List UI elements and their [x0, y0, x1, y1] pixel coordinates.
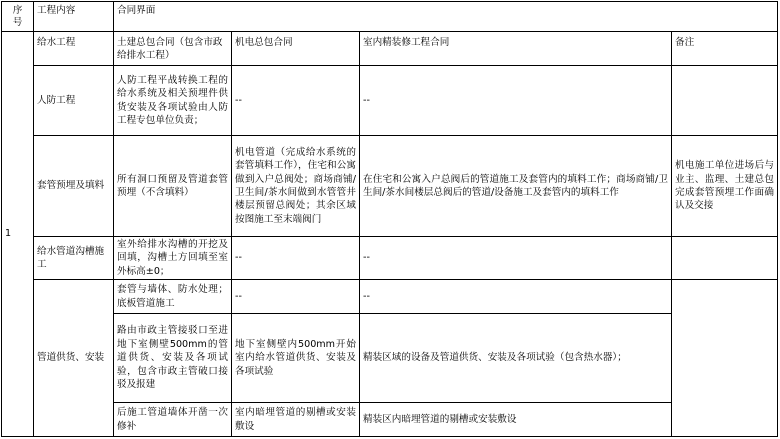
table-border-bottom [1, 436, 777, 437]
col-water-supply-label: 给水工程 [37, 37, 76, 48]
row-pipe-supply-sub2-mep: 地下室侧壁内500mm开始室内给水管道供货、安装及各项试验 [235, 338, 356, 377]
row-sleeve-name: 套管预埋及填料 [37, 180, 105, 192]
col-civil-label: 土建总包合同（包含市政给排水工程） [117, 37, 223, 62]
row-sleeve-remarks: 机电施工单位进场后与业主、监理、土建总包完成套管预埋工作面确认及交接 [675, 160, 774, 212]
row-pipe-supply-sub1-mep: -- [235, 290, 242, 302]
row-civil-defense-remarks [672, 66, 777, 135]
row-pipe-supply-sub3-interior: 精装区内暗埋管道的剔槽或安装敷设 [363, 413, 517, 425]
row-sleeve-civil: 所有洞口预留及管道套管预埋（不含填料） [117, 173, 228, 198]
row-civil-defense-interior: -- [363, 94, 370, 106]
table-border-right [777, 1, 778, 437]
row-trench-civil: 室外给排水沟槽的开挖及回填，沟槽土方回填至室外标高±0； [117, 238, 228, 277]
row-civil-defense-civil: 人防工程平战转换工程的给水系统及相关预埋件供货安装及各项试验由人防工程专包单位负责； [117, 74, 228, 126]
seq-number-cell [2, 32, 33, 436]
col-mep [232, 32, 359, 65]
row-civil-defense-mep: -- [235, 94, 242, 106]
row-pipe-supply-sub3-civil: 后施工管道墙体开凿一次修补 [117, 407, 228, 432]
header-contract-interface-label: 合同界面 [117, 5, 156, 16]
row-pipe-supply-sub2-interior: 精装区域的设备及管道供货、安装及各项试验（包含热水器）； [363, 352, 627, 364]
row-trench-name: 给水管道沟槽施工 [37, 245, 105, 270]
col-mep-label: 机电总包合同 [235, 37, 293, 48]
col-remarks [672, 32, 777, 65]
header-project-content-label: 工程内容 [37, 5, 76, 16]
header-project-content [34, 2, 113, 31]
col-civil [114, 32, 231, 65]
row-pipe-supply-name: 管道供货、安装 [37, 352, 105, 364]
row-civil-defense-name: 人防工程 [37, 94, 76, 106]
row-pipe-supply-sub1-interior: -- [363, 290, 370, 302]
row-trench-mep: -- [235, 252, 242, 264]
row-trench-interior: -- [363, 252, 370, 264]
row-pipe-supply-remarks [672, 280, 777, 436]
col-remarks-label: 备注 [675, 37, 695, 48]
col-interior [360, 32, 671, 65]
row-pipe-supply-sub3-mep: 室内暗埋管道的剔槽或安装敷设 [235, 407, 356, 432]
row-sleeve-mep: 机电管道（完成给水系统的套管填料工作），住宅和公寓做到入户总阀处；商场商铺/卫生间/茶水间做到水管管井楼层预留总阀处；其余区域按图施工至末端阀门 [235, 146, 356, 225]
seq-number: 1 [5, 228, 12, 240]
header-seq-label: 序号 [12, 4, 23, 28]
row-sleeve-interior: 在住宅和公寓入户总阀后的管道施工及套管内的填料工作；商场商铺/卫生间/茶水间楼层总阀后的管道/设备施工及套管内的填料工作 [363, 173, 668, 198]
header-contract-interface [114, 2, 777, 31]
col-interior-label: 室内精装修工程合同 [363, 37, 450, 48]
row-pipe-supply-sub1-civil: 套管与墙体、防水处理；底板管道施工 [117, 284, 228, 309]
header-seq [2, 2, 33, 31]
row-trench-remarks [672, 237, 777, 279]
col-water-supply [34, 32, 113, 65]
row-pipe-supply-sub2-civil: 路由市政主管接驳口至进地下室侧壁500mm的管道供货、安装及各项试验，包含市政主管破口接驳及报建 [117, 325, 228, 391]
